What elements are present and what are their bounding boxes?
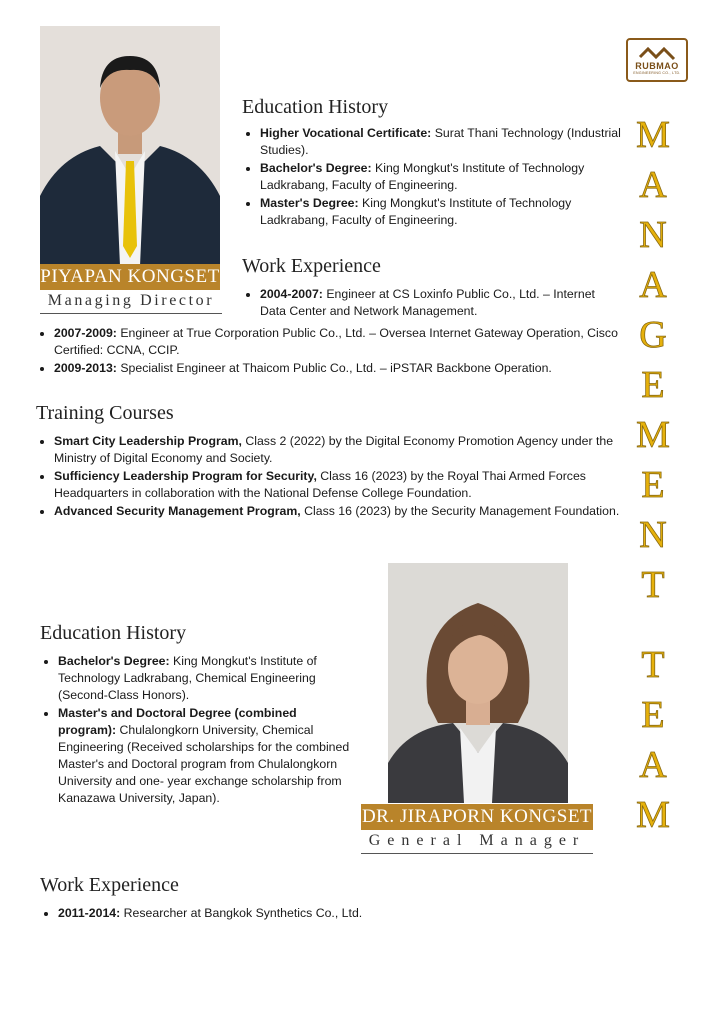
list-item: • Bachelor's Degree: King Mongkut's Institute of Technology Ladkrabang, Chemical Engineering (Second-Class Honors).	[58, 653, 350, 704]
title-letter: T	[641, 644, 665, 686]
logo-mark-icon	[638, 45, 676, 61]
section-heading: Education History	[242, 96, 389, 118]
title-letter: M	[636, 414, 670, 456]
title-letter: T	[641, 564, 665, 606]
list-item: • Master's Degree: King Mongkut's Institute of Technology Ladkrabang, Faculty of Engineering.	[260, 195, 622, 229]
list-item: • 2011-2014: Researcher at Bangkok Synthetics Co., Ltd.	[58, 905, 600, 922]
title-letter: E	[641, 364, 665, 406]
title-letter: N	[639, 214, 667, 256]
title-letter: M	[636, 114, 670, 156]
list-item: • Advanced Security Management Program, Class 16 (2023) by the Security Management Foundation.	[54, 503, 626, 520]
person1-photo	[40, 26, 220, 266]
title-letter: N	[639, 514, 667, 556]
person1-work-heading-block	[242, 255, 622, 321]
list-item: • Higher Vocational Certificate: Surat Thani Technology (Industrial Studies).	[260, 125, 622, 159]
person2-name: DR. JIRAPORN KONGSET	[361, 804, 593, 830]
section-heading: Work Experience	[40, 874, 179, 896]
person2-education-section	[40, 622, 350, 808]
list-item: • 2004-2007: Engineer at CS Loxinfo Public Co., Ltd. – Internet Data Center and Network Management.	[260, 286, 622, 320]
title-space	[623, 610, 683, 640]
title-letter: E	[641, 694, 665, 736]
logo-subtitle: ENGINEERING CO., LTD.	[633, 71, 681, 75]
person1-education-section	[242, 96, 622, 230]
person2-role: General Manager	[361, 832, 593, 854]
person1-work-continued	[36, 325, 626, 378]
person1-training-section	[36, 402, 626, 521]
section-heading: Work Experience	[242, 255, 381, 277]
title-letter: A	[639, 744, 667, 786]
list-item: • Smart City Leadership Program, Class 2 (2022) by the Digital Economy Promotion Agency under the Ministry of Digital Economy and Society.	[54, 433, 626, 467]
person2-work-section	[40, 874, 600, 923]
list-item: • Bachelor's Degree: King Mongkut's Institute of Technology Ladkrabang, Faculty of Engineering.	[260, 160, 622, 194]
list-item: • 2009-2013: Specialist Engineer at Thaicom Public Co., Ltd. – iPSTAR Backbone Operation.	[54, 360, 626, 377]
section-heading: Education History	[40, 622, 187, 644]
list-item: • 2007-2009: Engineer at True Corporation Public Co., Ltd. – Oversea Internet Gateway Operation, Cisco Certified: CCNA, CCIP.	[54, 325, 626, 359]
list-item: • Master's and Doctoral Degree (combined program): Chulalongkorn University, Chemical Engineering (Received scholarships for the combined Master's and Doctoral program from Chulalongkorn University and one- year exchange scholarship from Kanazawa University, Japan).	[58, 705, 350, 807]
person1-role: Managing Director	[40, 292, 222, 314]
company-logo	[626, 38, 688, 82]
title-letter: A	[639, 264, 667, 306]
logo-name: RUBMAO	[635, 61, 679, 71]
section-heading: Training Courses	[36, 402, 174, 424]
title-letter: M	[636, 794, 670, 836]
title-letter: E	[641, 464, 665, 506]
title-letter: A	[639, 164, 667, 206]
vertical-title	[623, 110, 683, 840]
title-letter: G	[639, 314, 667, 356]
person1-name: PIYAPAN KONGSET	[40, 264, 220, 290]
person2-photo	[388, 563, 568, 803]
list-item: • Sufficiency Leadership Program for Security, Class 16 (2023) by the Royal Thai Armed Forces Headquarters in collaboration with the National Defense College Foundation.	[54, 468, 626, 502]
